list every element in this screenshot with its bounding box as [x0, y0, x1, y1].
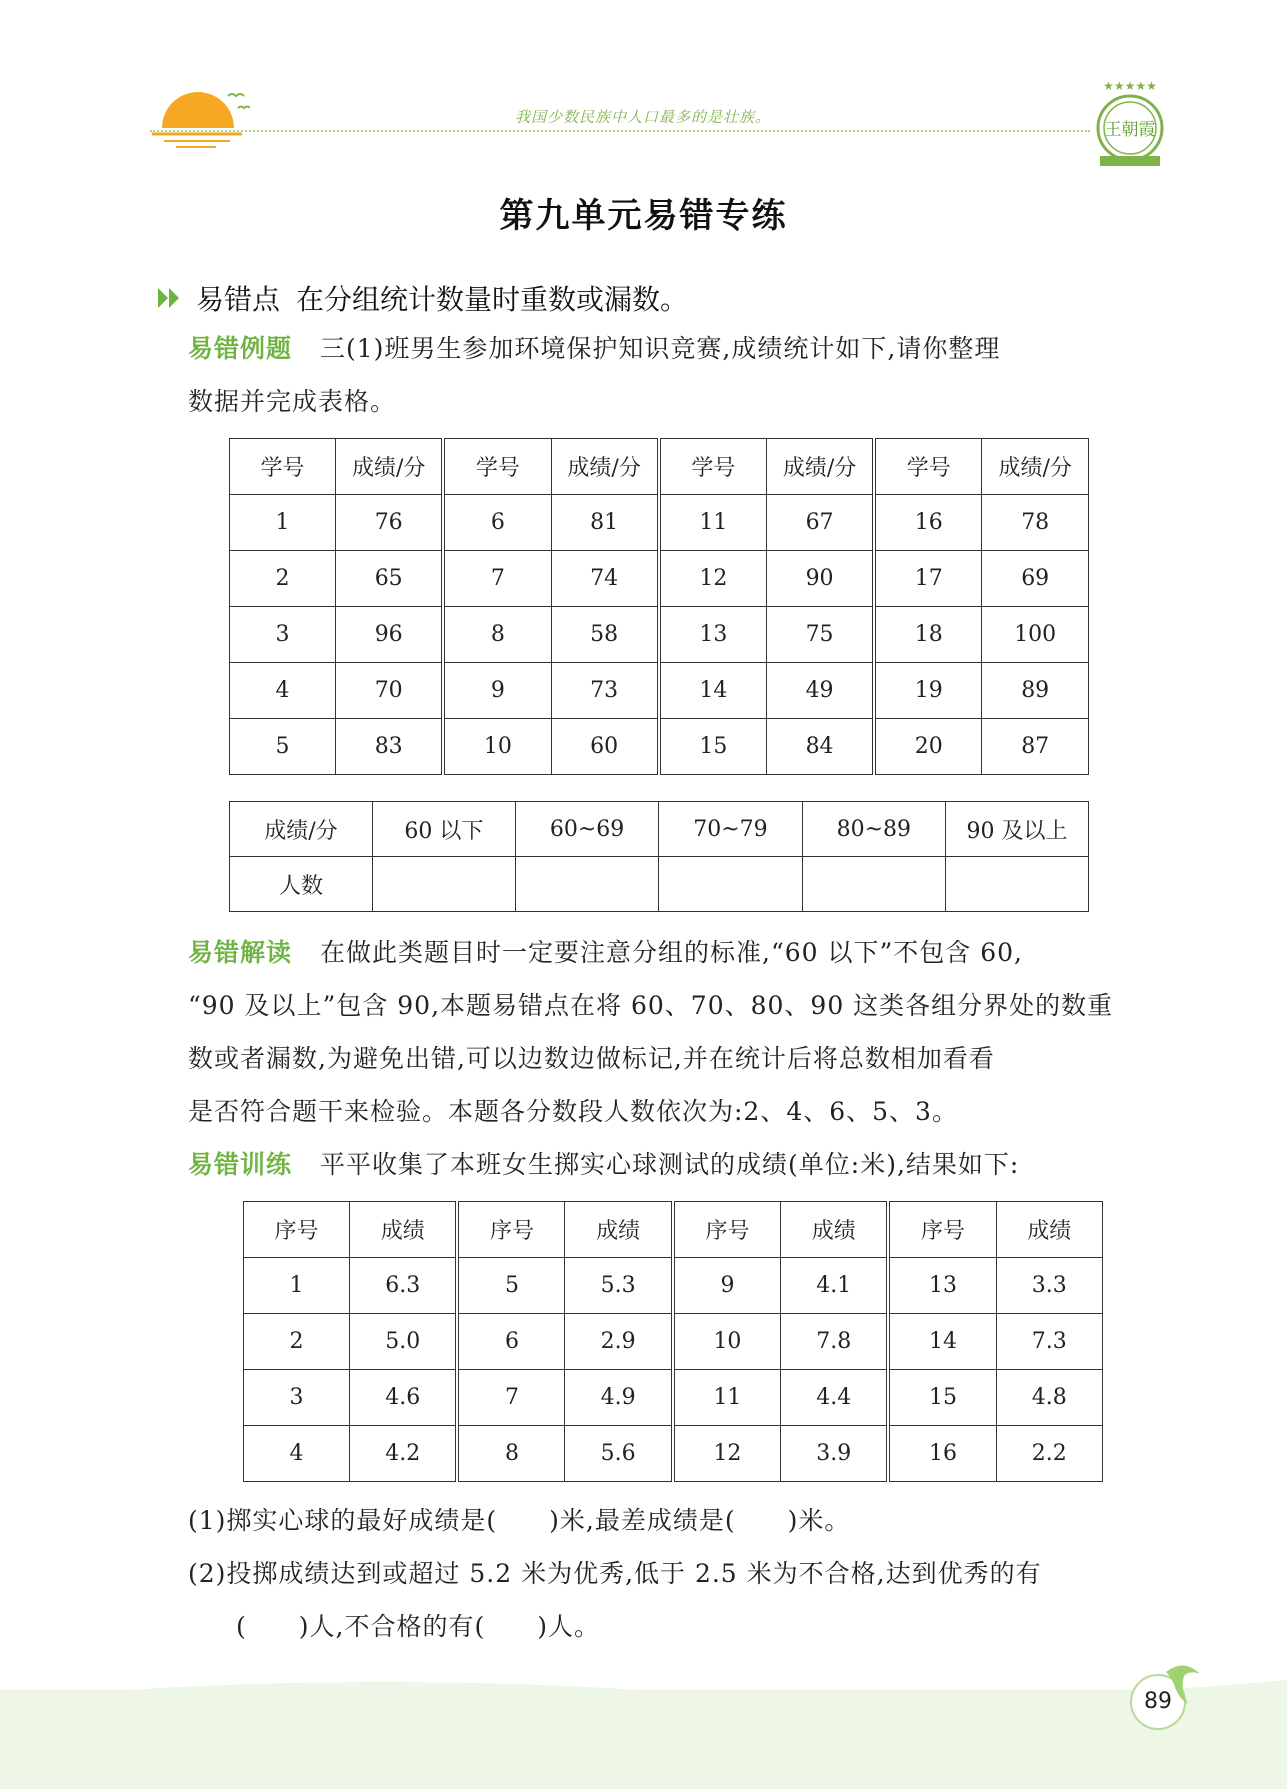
table-cell: 4.6: [350, 1370, 458, 1426]
table-cell: 78: [982, 495, 1089, 551]
answer-cell[interactable]: [372, 857, 515, 912]
table-cell: 60 以下: [372, 802, 515, 857]
table-cell: 87: [982, 719, 1089, 775]
table-cell: 3: [230, 607, 336, 663]
table-cell: 60~69: [515, 802, 658, 857]
table-cell: 8: [443, 607, 551, 663]
table-row: [244, 1370, 1103, 1426]
logo-text: 王朝霞: [1104, 120, 1156, 140]
table-cell: 5.6: [565, 1426, 673, 1482]
training-label: 易错训练: [188, 1150, 293, 1179]
error-point-label: 易错点: [196, 283, 281, 316]
error-point-text: 在分组统计数量时重数或漏数。: [296, 283, 689, 316]
table-cell: 2.9: [565, 1314, 673, 1370]
table-cell: 6: [443, 495, 551, 551]
brand-logo: [1090, 78, 1170, 170]
table-cell: 成绩: [996, 1202, 1102, 1258]
table-cell: 成绩: [350, 1202, 458, 1258]
svg-text:★★★★★: ★★★★★: [1103, 79, 1157, 93]
table-cell: 15: [888, 1370, 996, 1426]
table-cell: 83: [336, 719, 444, 775]
table-row: [230, 719, 1089, 775]
table-cell: 2.2: [996, 1426, 1102, 1482]
analysis-paragraph: 易错解读 在做此类题目时一定要注意分组的标准,“60 以下”不包含 60, “90 及以上”包含 90,本题易错点在将 60、70、80、90 这类各组分界处的数重 数或者漏数,为避免出错,可以边数边做标记,并在统计后将总数相加看看 是否符合题干来检验。本题各分数段人数依次为:2、4、6、5、3。: [188, 938, 1114, 1126]
score-table: [229, 438, 1089, 775]
example-text-line2: 数据并完成表格。: [188, 387, 397, 416]
table-cell: 9: [673, 1258, 781, 1314]
table-cell: 5: [230, 719, 336, 775]
table-cell: 70: [336, 663, 444, 719]
table-row: [230, 551, 1089, 607]
table-cell: 20: [874, 719, 982, 775]
table-cell: 3: [244, 1370, 350, 1426]
header-cell: 成绩/分: [336, 439, 444, 495]
table-cell: 7: [457, 1370, 565, 1426]
table-row: [244, 1314, 1103, 1370]
answer-cell[interactable]: [659, 857, 802, 912]
header-cell: 成绩/分: [551, 439, 659, 495]
table-cell: 73: [551, 663, 659, 719]
table-cell: 16: [874, 495, 982, 551]
table-cell: 4.8: [996, 1370, 1102, 1426]
table-cell: 11: [659, 495, 767, 551]
table-cell: 5.3: [565, 1258, 673, 1314]
table-cell: 96: [336, 607, 444, 663]
table-cell: 2: [244, 1314, 350, 1370]
table-header-row: [230, 439, 1089, 495]
table-cell: 8: [457, 1426, 565, 1482]
table-cell: 16: [888, 1426, 996, 1482]
page-number: 89: [1130, 1674, 1186, 1730]
table-cell: 84: [766, 719, 874, 775]
table-cell: 17: [874, 551, 982, 607]
table-cell: 4.1: [781, 1258, 889, 1314]
table-cell: 4.2: [350, 1426, 458, 1482]
table-cell: 80~89: [802, 802, 945, 857]
table-cell: 89: [982, 663, 1089, 719]
example-text-line1: 三(1)班男生参加环境保护知识竞赛,成绩统计如下,请你整理: [320, 334, 1001, 363]
table-cell: 12: [659, 551, 767, 607]
table-cell: 7: [443, 551, 551, 607]
table-cell: 人数: [230, 857, 373, 912]
table-cell: 6: [457, 1314, 565, 1370]
table-cell: 12: [673, 1426, 781, 1482]
table-cell: 3.9: [781, 1426, 889, 1482]
table-row: [244, 1258, 1103, 1314]
table-cell: 序号: [673, 1202, 781, 1258]
table-cell: 13: [888, 1258, 996, 1314]
table-cell: 序号: [244, 1202, 350, 1258]
double-chevron-icon: [156, 283, 186, 313]
sunset-icon: [150, 90, 250, 150]
table-row: [230, 495, 1089, 551]
table-cell: 1: [244, 1258, 350, 1314]
answer-cell[interactable]: [946, 857, 1089, 912]
table-cell: 65: [336, 551, 444, 607]
header-tagline: 我国少数民族中人口最多的是壮族。: [515, 108, 772, 126]
header-cell: 成绩/分: [766, 439, 874, 495]
table-cell: 成绩/分: [230, 802, 373, 857]
training-paragraph: 易错训练 平平收集了本班女生掷实心球测试的成绩(单位:米),结果如下:: [188, 1150, 1020, 1179]
table-cell: 90: [766, 551, 874, 607]
analysis-label: 易错解读: [188, 938, 293, 967]
table-cell: 序号: [457, 1202, 565, 1258]
table-cell: 5.0: [350, 1314, 458, 1370]
table-cell: 60: [551, 719, 659, 775]
table-cell: 58: [551, 607, 659, 663]
table-row: [230, 857, 1089, 912]
table-cell: 18: [874, 607, 982, 663]
table-cell: 成绩: [565, 1202, 673, 1258]
table-cell: 11: [673, 1370, 781, 1426]
table-cell: 75: [766, 607, 874, 663]
footer-band: [0, 1690, 1287, 1789]
table-cell: 1: [230, 495, 336, 551]
table-cell: 19: [874, 663, 982, 719]
table-cell: 90 及以上: [946, 802, 1089, 857]
table-cell: 9: [443, 663, 551, 719]
table-header-row: [230, 802, 1089, 857]
page-title: 第九单元易错专练: [499, 196, 788, 236]
table-cell: 49: [766, 663, 874, 719]
table-row: [230, 663, 1089, 719]
table-cell: 14: [659, 663, 767, 719]
table-cell: 13: [659, 607, 767, 663]
table-cell: 4: [230, 663, 336, 719]
table-cell: 14: [888, 1314, 996, 1370]
table-cell: 6.3: [350, 1258, 458, 1314]
question-2-line1: (2)投掷成绩达到或超过 5.2 米为优秀,低于 2.5 米为不合格,达到优秀的有: [188, 1559, 1042, 1588]
header-cell: 学号: [230, 439, 336, 495]
header-divider: [150, 130, 1090, 132]
table-cell: 5: [457, 1258, 565, 1314]
table-header-row: [244, 1202, 1103, 1258]
table-cell: 74: [551, 551, 659, 607]
answer-cell[interactable]: [515, 857, 658, 912]
table-cell: 10: [673, 1314, 781, 1370]
header-cell: 成绩/分: [982, 439, 1089, 495]
table-cell: 序号: [888, 1202, 996, 1258]
table-row: [244, 1426, 1103, 1482]
dolphin-icon: [1160, 1660, 1206, 1716]
table-cell: 4.4: [781, 1370, 889, 1426]
answer-cell[interactable]: [802, 857, 945, 912]
header-cell: 学号: [874, 439, 982, 495]
table-cell: 15: [659, 719, 767, 775]
table-cell: 69: [982, 551, 1089, 607]
question-1: (1)掷实心球的最好成绩是( )米,最差成绩是( )米。: [188, 1506, 851, 1535]
table-cell: 7.8: [781, 1314, 889, 1370]
table-cell: 76: [336, 495, 444, 551]
table-cell: 4: [244, 1426, 350, 1482]
table-cell: 70~79: [659, 802, 802, 857]
table-cell: 成绩: [781, 1202, 889, 1258]
tally-table: [229, 801, 1089, 912]
table-cell: 10: [443, 719, 551, 775]
table-cell: 4.9: [565, 1370, 673, 1426]
table-cell: 2: [230, 551, 336, 607]
header-cell: 学号: [443, 439, 551, 495]
table-cell: 100: [982, 607, 1089, 663]
question-2-line2: ( )人,不合格的有( )人。: [236, 1612, 600, 1641]
throw-table: [243, 1201, 1103, 1482]
error-point-heading: [156, 278, 688, 318]
table-cell: 81: [551, 495, 659, 551]
table-cell: 67: [766, 495, 874, 551]
example-paragraph: [188, 322, 1163, 428]
example-label: 易错例题: [188, 334, 293, 363]
table-cell: 3.3: [996, 1258, 1102, 1314]
header-cell: 学号: [659, 439, 767, 495]
table-cell: 7.3: [996, 1314, 1102, 1370]
table-row: [230, 607, 1089, 663]
